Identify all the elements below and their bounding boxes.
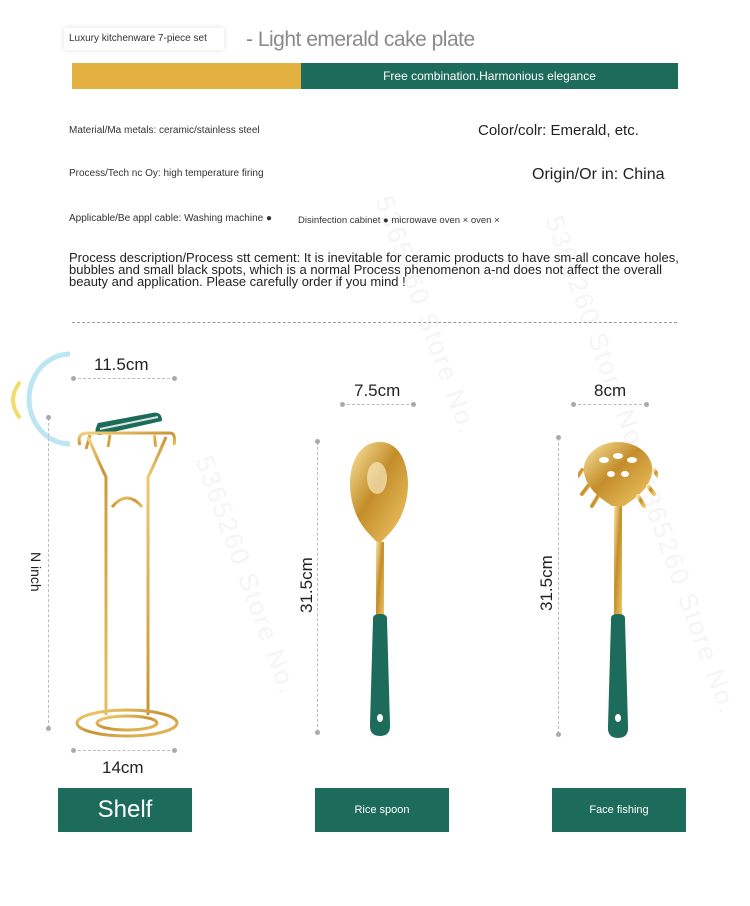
shelf-height-line [48, 418, 49, 728]
shelf-base-label: 14cm [102, 758, 144, 777]
banner-gold-bar [72, 63, 301, 89]
divider [72, 322, 677, 323]
shelf-swirl-decoration [0, 340, 80, 460]
dim-dot [556, 732, 561, 737]
face-fishing-height-label-wrap [522, 555, 572, 611]
shelf-image [70, 405, 180, 745]
dim-dot [315, 439, 320, 444]
dim-dot [46, 726, 51, 731]
spec-applicable-more: Disinfection cabinet ● microwave oven × oven × [298, 215, 500, 226]
rice-spoon-label: Rice spoon [315, 788, 449, 832]
shelf-width-label: 11.5cm [94, 355, 149, 374]
watermark-text [188, 452, 303, 700]
rice-spoon-width-label: 7.5cm [354, 381, 401, 400]
face-fishing-width-line [573, 404, 647, 405]
process-description: Process description/Process stt cement: It is inevitable for ceramic products to have sm-all concave holes, bubbles and small black spots, which is a normal Process phenomenon a-nd does not affect the overall beauty and application. Please carefully order if you mind ! [69, 250, 679, 289]
page-title: - Light emerald cake plate [246, 28, 475, 51]
spec-material: Material/Ma metals: ceramic/stainless steel [69, 125, 260, 136]
dim-dot [556, 435, 561, 440]
shelf-base-line [73, 750, 175, 751]
rice-spoon-width-line [342, 404, 414, 405]
rice-spoon-height-label: 31.5cm [297, 557, 316, 613]
face-fishing-width-label: 8cm [594, 381, 627, 400]
spec-applicable: Applicable/Be appl cable: Washing machine ● [69, 213, 273, 224]
face-fishing-height-label: 31.5cm [537, 555, 556, 611]
dim-dot [172, 748, 177, 753]
face-fishing-label: Face fishing [552, 788, 686, 832]
brand-label: Luxury kitchenware 7-piece set [64, 28, 224, 50]
dim-dot [172, 376, 177, 381]
face-fishing-image [578, 436, 658, 742]
spec-origin: Origin/Or in: China [532, 166, 665, 183]
rice-spoon-image [345, 438, 415, 740]
rice-spoon-height-label-wrap [282, 557, 332, 613]
dim-dot [340, 402, 345, 407]
watermark-text [538, 212, 653, 460]
dim-dot [644, 402, 649, 407]
dim-dot [71, 748, 76, 753]
shelf-height-label: N inch [28, 552, 44, 592]
spec-color: Color/colr: Emerald, etc. [478, 122, 639, 139]
spec-process: Process/Tech nc Oy: high temperature firing [69, 168, 264, 179]
dim-dot [71, 376, 76, 381]
dim-dot [46, 415, 51, 420]
shelf-height-label-wrap [24, 552, 48, 592]
dim-dot [571, 402, 576, 407]
shelf-label: Shelf [58, 788, 192, 832]
banner-text: Free combination.Harmonious elegance [301, 63, 678, 89]
dim-dot [411, 402, 416, 407]
shelf-width-line [73, 378, 175, 379]
watermark-text [368, 192, 483, 440]
dim-dot [315, 730, 320, 735]
